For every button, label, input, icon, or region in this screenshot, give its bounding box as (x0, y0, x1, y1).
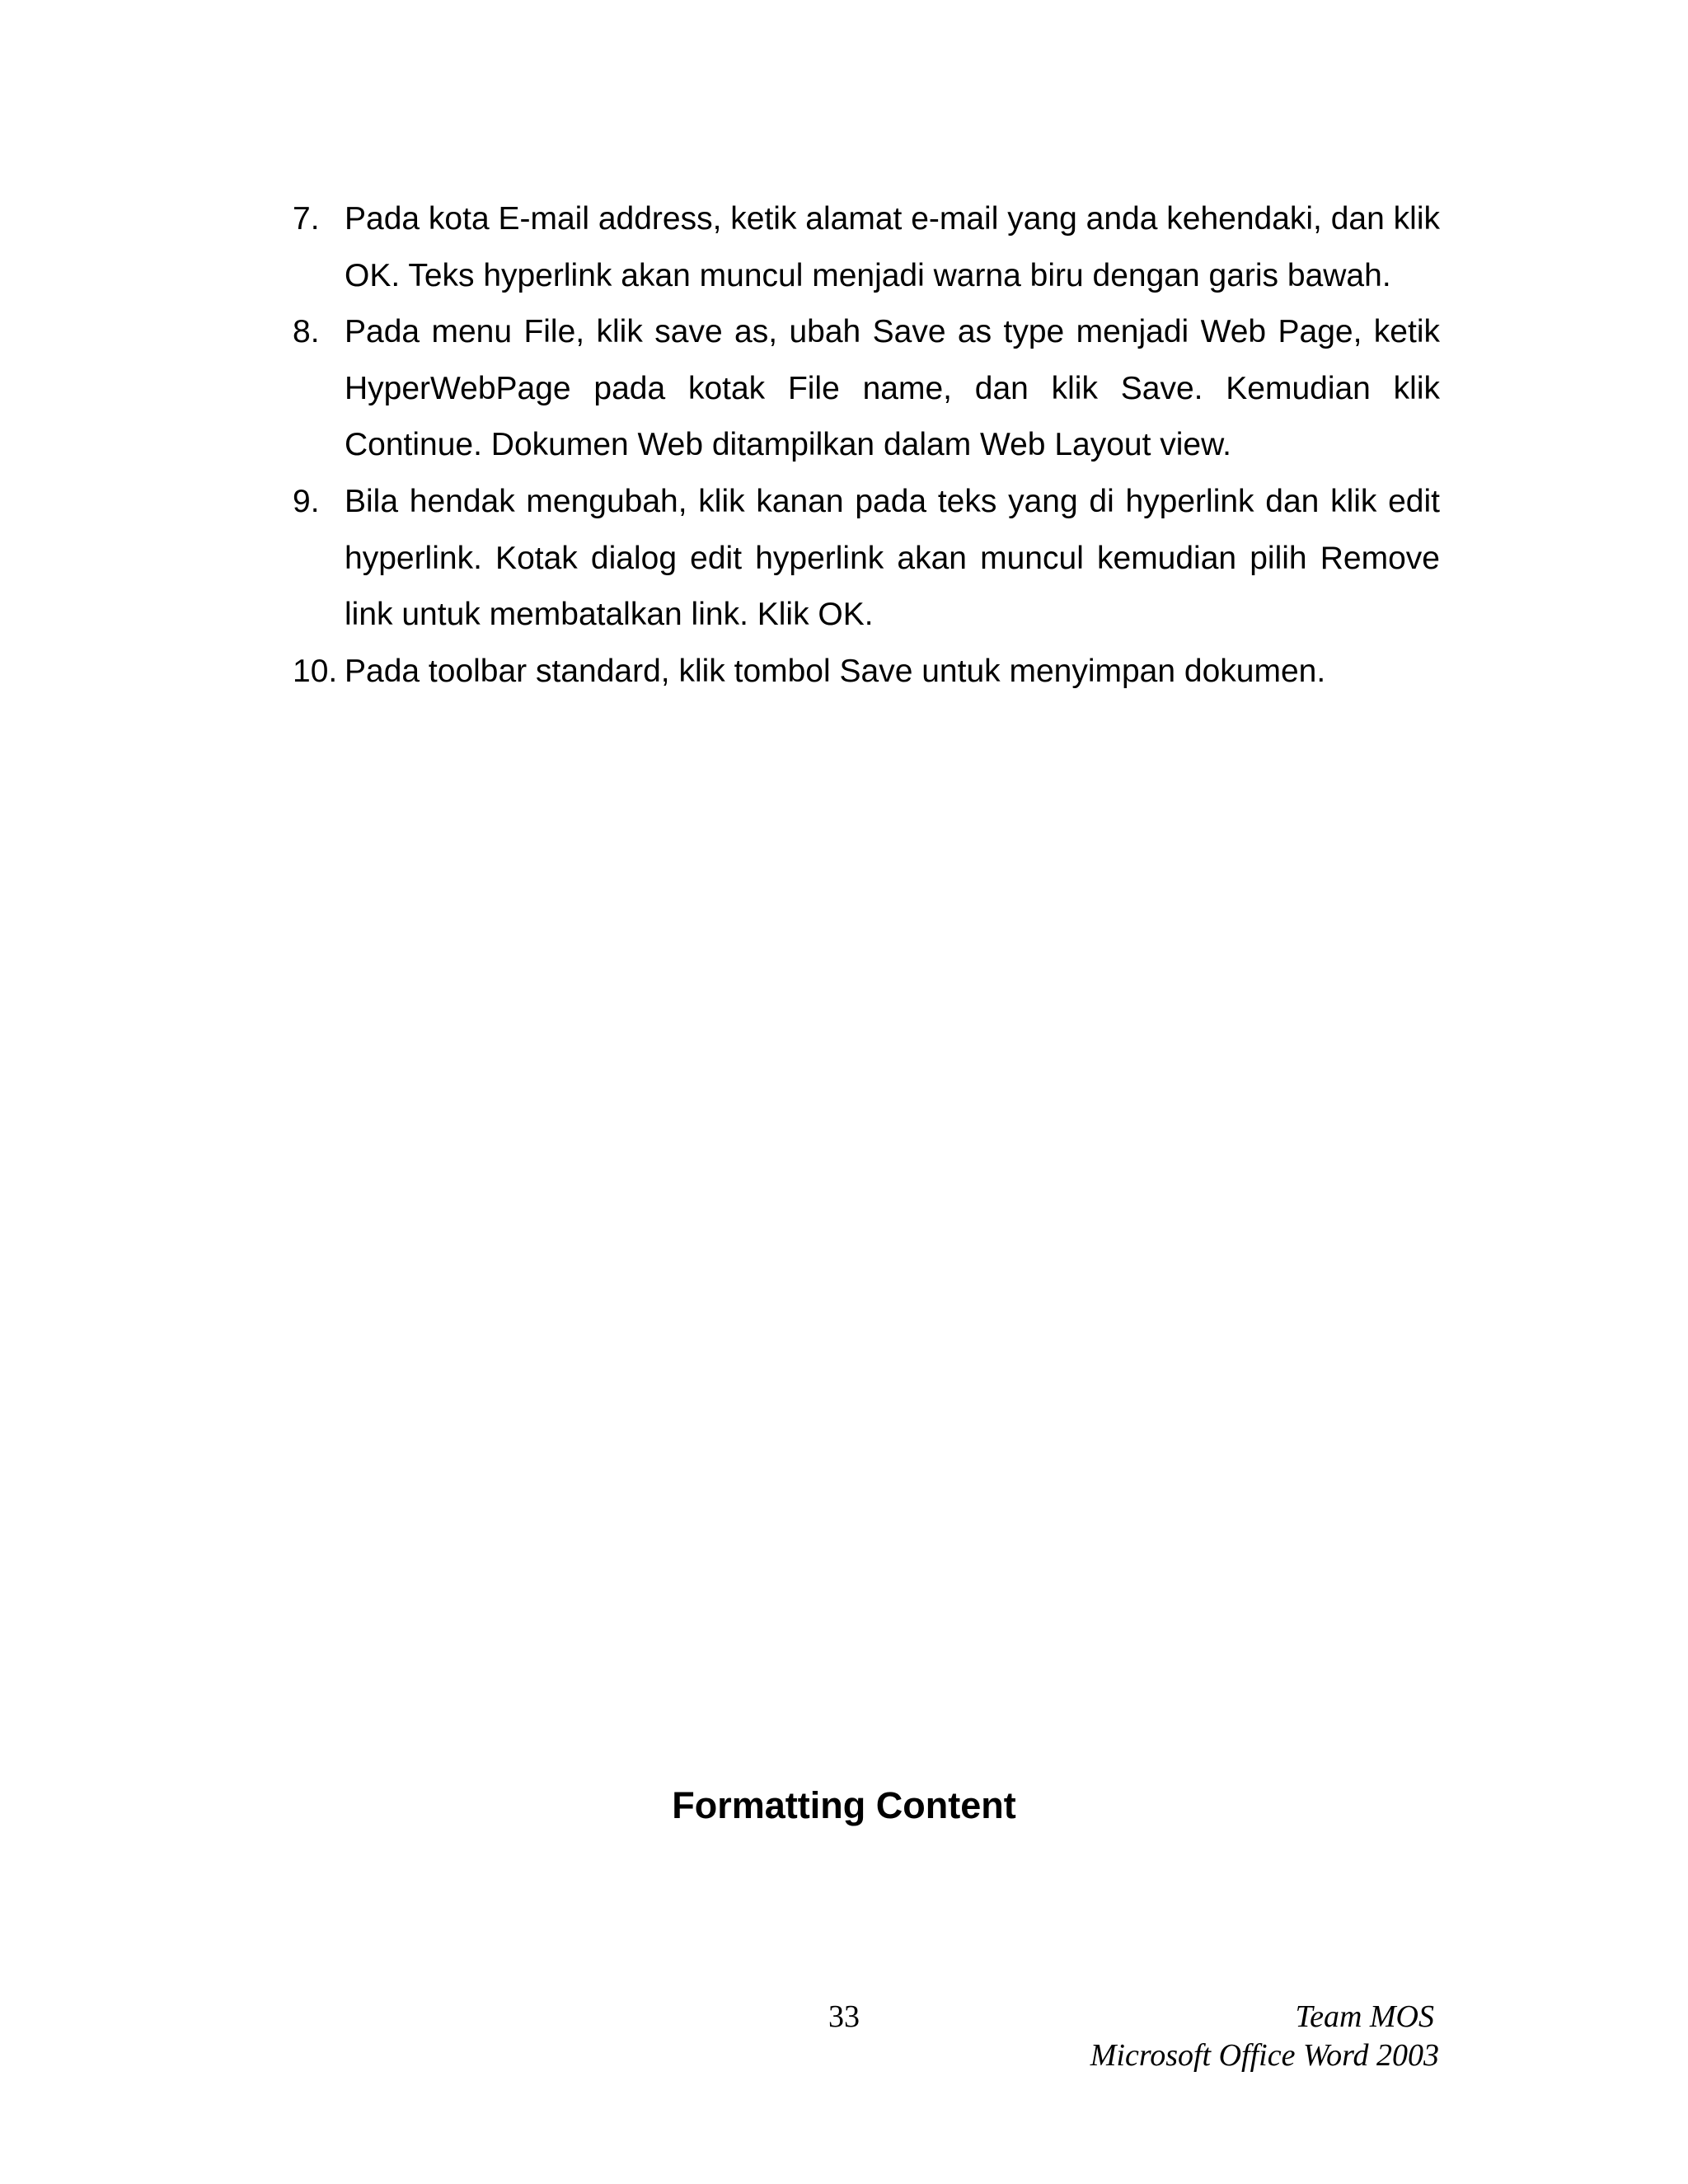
step-number: 9. (293, 483, 320, 519)
footer-product: Microsoft Office Word 2003 (1090, 2038, 1439, 2073)
step-text: Pada toolbar standard, klik tombol Save untuk menyimpan dokumen. (345, 653, 1326, 689)
step-text: Bila hendak mengubah, klik kanan pada teks yang di hyperlink dan klik edit hyperlink. Kotak dialog edit hyperlink akan muncul kemudian pilih Remove link untuk membatalkan link. Klik OK. (345, 483, 1440, 633)
step-text: Pada menu File, klik save as, ubah Save as type menjadi Web Page, ketik HyperWebPage pada kotak File name, dan klik Save. Kemudian klik Continue. Dokumen Web ditampilkan dalam Web Layout view. (345, 314, 1440, 463)
list-item (293, 304, 1440, 474)
footer-team: Team MOS (1295, 1999, 1434, 2034)
page-number: 33 (828, 1999, 860, 2034)
instruction-list (293, 191, 1440, 700)
step-number: 7. (293, 201, 320, 237)
list-item (293, 191, 1440, 304)
step-text: Pada kota E-mail address, ketik alamat e-mail yang anda kehendaki, dan klik OK. Teks hyperlink akan muncul menjadi warna biru dengan garis bawah. (345, 201, 1440, 293)
list-item (293, 644, 1440, 701)
step-number: 8. (293, 314, 320, 350)
section-heading: Formatting Content (672, 1784, 1016, 1826)
step-number: 10. (293, 653, 338, 689)
list-item (293, 474, 1440, 644)
footer-credit (1090, 1998, 1439, 2075)
